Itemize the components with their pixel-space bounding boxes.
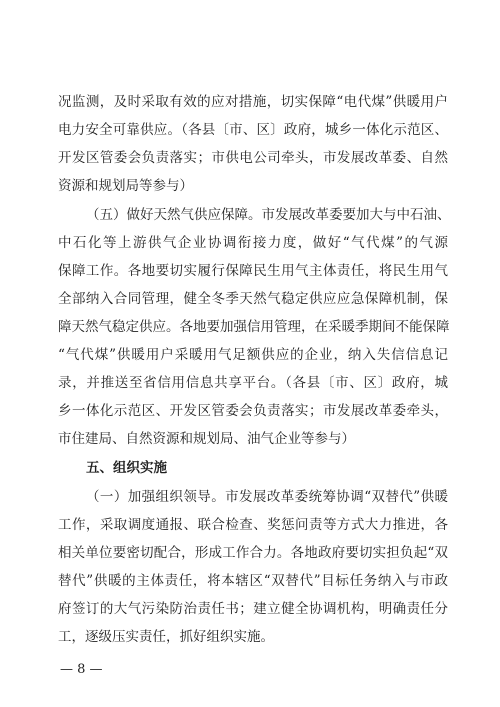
body-line: 开发区管委会负责落实；市供电公司牵头，市发展改革委、自然 <box>58 150 448 166</box>
body-line: 资源和规划局等参与） <box>58 178 193 194</box>
section-title: 五、组织实施 <box>86 460 167 476</box>
body-line: “气代煤”供暖用户采暖用气足额供应的企业，纳入失信信息记 <box>58 347 448 363</box>
body-line: 府签订的大气污染防治责任书；建立健全协调机构，明确责任分 <box>58 601 448 617</box>
body-line: 替代”供暖的主体责任，将本辖区“双替代”目标任务纳入与市政 <box>58 573 448 589</box>
body-line: 相关单位要密切配合，形成工作合力。各地政府要切实担负起“双 <box>58 545 448 561</box>
body-line: 中石化等上游供气企业协调衔接力度，做好“气代煤”的气源 <box>58 235 448 251</box>
page-number: — 8 — <box>60 662 103 677</box>
body-line: 工作，采取调度通报、联合检查、奖惩问责等方式大力推进，各 <box>58 517 448 533</box>
body-line: 工，逐级压实责任，抓好组织实施。 <box>58 629 274 645</box>
body-line: 保障工作。各地要切实履行保障民生用气主体责任，将民生用气 <box>58 263 448 279</box>
body-line: 电力安全可靠供应。（各县〔市、区〕政府，城乡一体化示范区、 <box>58 122 448 138</box>
body-line: 市住建局、自然资源和规划局、油气企业等参与） <box>58 431 355 447</box>
body-line: 障天然气稳定供应。各地要加强信用管理，在采暖季期间不能保障 <box>58 319 450 335</box>
body-line: 全部纳入合同管理，健全冬季天然气稳定供应应急保障机制，保 <box>58 291 448 307</box>
body-line: 乡一体化示范区、开发区管委会负责落实；市发展改革委牵头， <box>58 403 448 419</box>
section-heading-five: （五）做好天然气供应保障。市发展改革委要加大与中石油、 <box>86 207 451 223</box>
body-line: 况监测，及时采取有效的应对措施，切实保障“电代煤”供暖用户 <box>58 94 448 110</box>
subsection-heading-one: （一）加强组织领导。市发展改革委统筹协调“双替代”供暖 <box>86 489 448 505</box>
body-line: 录，并推送至省信用信息共享平台。（各县〔市、区〕政府，城 <box>58 375 448 391</box>
